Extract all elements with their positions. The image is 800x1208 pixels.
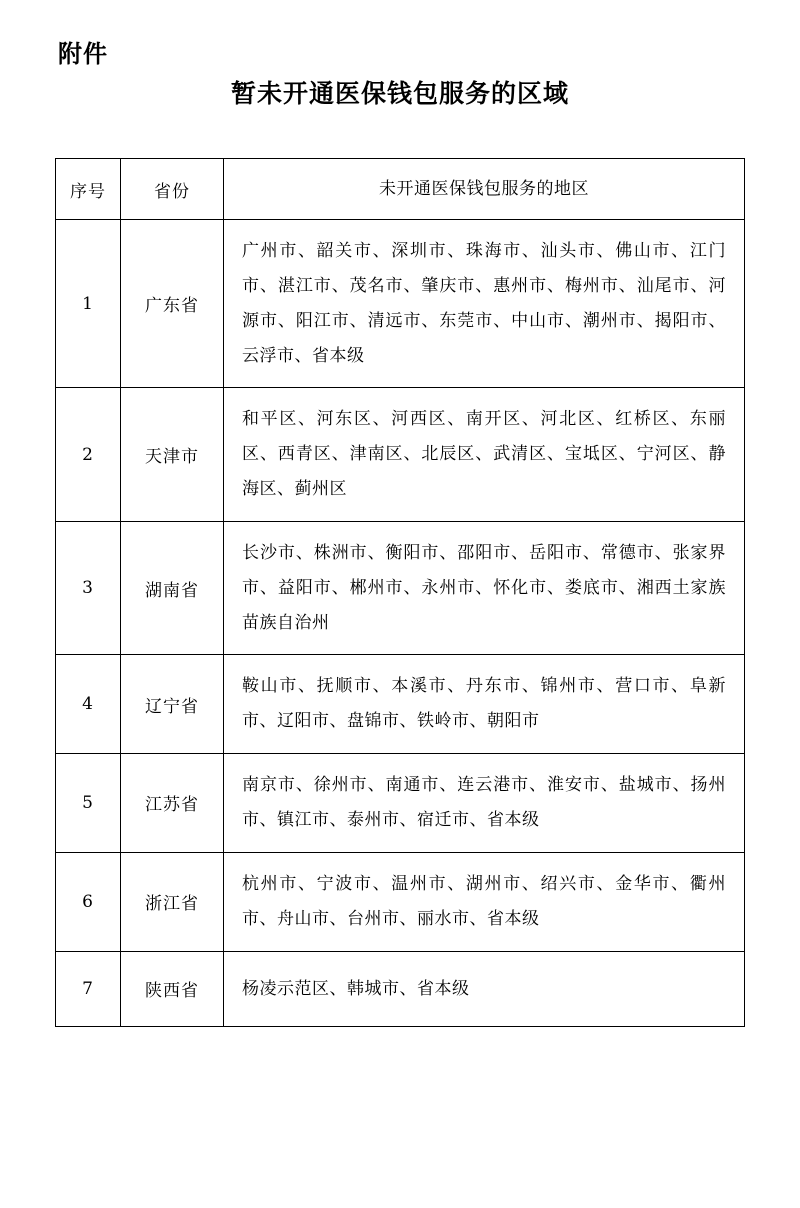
header-no: 序号 (56, 159, 121, 220)
row-province: 江苏省 (121, 754, 224, 853)
row-areas: 杨凌示范区、韩城市、省本级 (224, 951, 745, 1027)
page-title: 暂未开通医保钱包服务的区域 (230, 79, 569, 108)
row-province: 辽宁省 (121, 655, 224, 754)
table-body (56, 220, 745, 1027)
row-province: 湖南省 (121, 521, 224, 655)
table-row (56, 754, 745, 853)
row-province: 浙江省 (121, 852, 224, 951)
row-no: 3 (56, 521, 121, 655)
row-no: 2 (56, 388, 121, 522)
table-header (56, 159, 745, 220)
row-no: 4 (56, 655, 121, 754)
region-table (55, 158, 745, 1027)
row-province: 天津市 (121, 388, 224, 522)
row-no: 5 (56, 754, 121, 853)
table-row (56, 951, 745, 1027)
row-areas: 南京市、徐州市、南通市、连云港市、淮安市、盐城市、扬州市、镇江市、泰州市、宿迁市、省本级 (224, 754, 745, 853)
table-row (56, 655, 745, 754)
table-container (0, 158, 800, 1027)
row-no: 6 (56, 852, 121, 951)
row-no: 7 (56, 951, 121, 1027)
row-areas: 鞍山市、抚顺市、本溪市、丹东市、锦州市、营口市、阜新市、辽阳市、盘锦市、铁岭市、朝阳市 (224, 655, 745, 754)
header-areas: 未开通医保钱包服务的地区 (224, 159, 745, 220)
table-row (56, 521, 745, 655)
table-row (56, 388, 745, 522)
table-header-row (56, 159, 745, 220)
row-areas: 广州市、韶关市、深圳市、珠海市、汕头市、佛山市、江门市、湛江市、茂名市、肇庆市、惠州市、梅州市、汕尾市、河源市、阳江市、清远市、东莞市、中山市、潮州市、揭阳市、云浮市、省本级 (224, 220, 745, 388)
table-row (56, 220, 745, 388)
row-areas: 和平区、河东区、河西区、南开区、河北区、红桥区、东丽区、西青区、津南区、北辰区、武清区、宝坻区、宁河区、静海区、蓟州区 (224, 388, 745, 522)
row-areas: 杭州市、宁波市、温州市、湖州市、绍兴市、金华市、衢州市、舟山市、台州市、丽水市、省本级 (224, 852, 745, 951)
row-province: 陕西省 (121, 951, 224, 1027)
header-province: 省份 (121, 159, 224, 220)
row-areas: 长沙市、株洲市、衡阳市、邵阳市、岳阳市、常德市、张家界市、益阳市、郴州市、永州市、怀化市、娄底市、湘西土家族苗族自治州 (224, 521, 745, 655)
row-no: 1 (56, 220, 121, 388)
row-province: 广东省 (121, 220, 224, 388)
table-row (56, 852, 745, 951)
attachment-label: 附件 (58, 39, 108, 68)
